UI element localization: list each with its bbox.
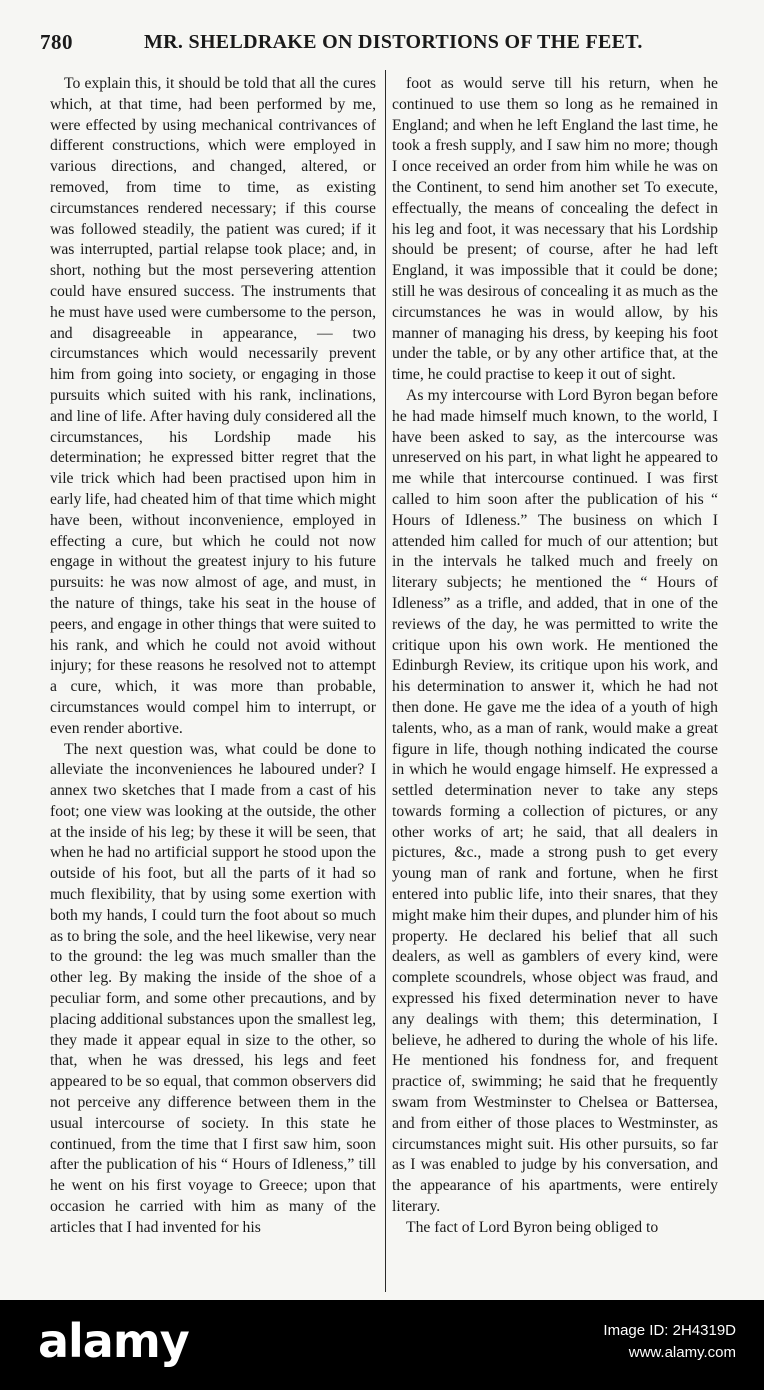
paragraph: foot as would serve till his return, when he continued to use them so long as he remained in England; and when he left England the last time, he took a fresh supply, and I saw him no more; though I once received an order from him while he was on the Continent, to send him another set To execute, effectually, the means of concealing the defect in his leg and foot, it was necessary that his Lordship should be present; of course, after he had left England, it was impossible that it could be done; still he was desirous of concealing it as much as the circumstances he was in would allow, by his manner of managing his dress, by keeping his foot under the table, or by any other artifice that, at the time, he could practise to keep it out of sight. bbox=[392, 75, 718, 384]
alamy-logo: alamy bbox=[38, 1314, 189, 1368]
image-id-label: Image ID: 2H4319D bbox=[603, 1322, 736, 1339]
page-number: 780 bbox=[40, 30, 73, 54]
column-divider bbox=[385, 70, 386, 1292]
image-id bbox=[603, 1320, 736, 1364]
watermark-banner bbox=[0, 1300, 764, 1390]
paragraph: The fact of Lord Byron being obliged to bbox=[406, 1218, 659, 1236]
paragraph: As my intercourse with Lord Byron began before he had made himself much known, to the world, I have been asked to say, as the intercourse was unreserved on his part, in what light he appeared to me while that intercourse continued. I was first called to him soon after the publication of his “ Hours of Idleness.” The business on which I attended him called for much of our attention; but in the intervals he talked much and freely on literary subjects; he mentioned the “ Hours of Idleness” as a trifle, and added, that in one of the reviews of the day, he was permitted to write the critique upon his own work. He mentioned the Edinburgh Review, its critique upon his work, and his determination to answer it, which he had not then done. He gave me the idea of a youth of high talents, who, as a man of rank, would make a great figure in life, though nothing indicated the course in which he would engage himself. He expressed a settled determination never to take any steps towards forming a collection of pictures, or any other works of art; he said, that all dealers in pictures, &c., made a strong push to get every young man of rank and fortune, when he first entered into public life, into their snares, that they might make him their dupes, and plunder him of his property. He declared his belief that all such dealers, as well as gamblers of every kind, were complete scoundrels, whose object was fraud, and expressed his fixed determination never to have any dealings with them; this determination, I believe, he adhered to during the whole of his life. He mentioned his fondness for, and frequent practice of, swimming; he said that he frequently swam from Westminster to Chelsea or Battersea, and from either of those places to Westminster, as circumstances might suit. His other pursuits, so far as I was enabled to judge by his conversation, and the appearance of his apartments, were entirely literary. bbox=[392, 386, 718, 1216]
paragraph: To explain this, it should be told that all the cures which, at that time, had been performed by me, were effected by using mechanical contrivances of different constructions, which were employed in various directions, and changed, altered, or removed, from time to time, as existing circumstances rendered necessary; if this course was followed steadily, the patient was cured; if it was interrupted, partial relapse took place; and, in short, nothing but the most persevering attention could have ensured success. The instruments that he must have used were cumbersome to the person, and disagreeable in appearance, — two circumstances which would necessarily prevent him from going into society, or engaging in those pursuits which suited with his rank, inclinations, and line of life. After having duly considered all the circumstances, his Lordship made his determination; he expressed bitter regret that the vile trick which had been practised upon him in early life, had cheated him of that time which might have been, without inconvenience, employed in effecting a cure, but which he could not now engage in without the greatest injury to his future pursuits: he was now almost of age, and must, in the nature of things, take his seat in the house of peers, and engage in other things that were suited to his rank, and which he could not avoid without injury; for these reasons he resolved not to attempt a cure, which, it was more than probable, circumstances would compel him to interrupt, or even render abortive. bbox=[50, 75, 376, 737]
right-column bbox=[392, 74, 718, 1288]
left-column bbox=[50, 74, 376, 1288]
site-url: www.alamy.com bbox=[628, 1344, 736, 1361]
running-head bbox=[40, 30, 730, 64]
paragraph: The next question was, what could be done to alleviate the inconveniences he laboured under? I annex two sketches that I made from a cast of his foot; one view was looking at the outside, the other at the inside of his leg; by these it will be seen, that when he had no artificial support he stood upon the outside of his foot, but all the parts of it had so much flexibility, that by using some exertion with both my hands, I could turn the foot about so much as to bring the sole, and the heel likewise, very near to the ground: the leg was much smaller than the other leg. By making the inside of the shoe of a peculiar form, and some other precautions, and by placing additional substances upon the smallest leg, they made it appear equal in size to the other, so that, when he was dressed, his legs and feet appeared to be so equal, that common observers did not perceive any difference between them in the usual intercourse of society. In this state he continued, from the time that I first saw him, soon after the publication of his “ Hours of Idleness,” till he went on his first voyage to Greece; upon that occasion he carried with him as many of the articles that I had invented for his bbox=[50, 740, 376, 1236]
page-title: MR. SHELDRAKE ON DISTORTIONS OF THE FEET. bbox=[144, 31, 643, 53]
